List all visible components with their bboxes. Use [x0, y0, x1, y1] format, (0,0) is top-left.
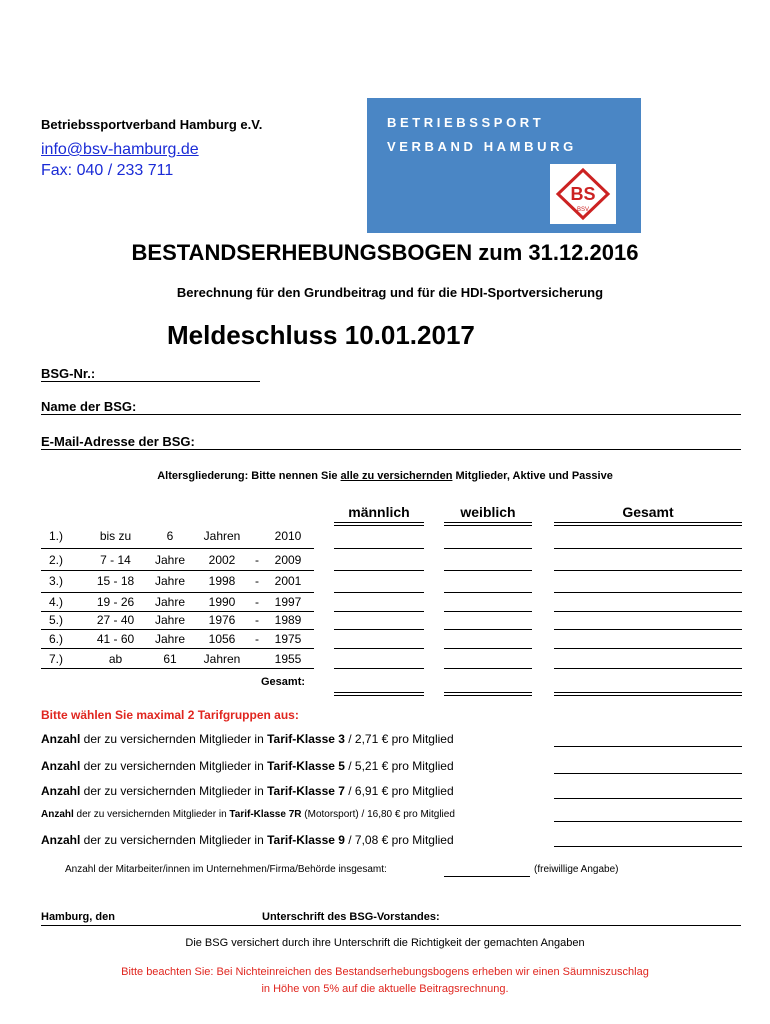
male-count-field[interactable] [334, 548, 424, 549]
tarif-count-label: Anzahl [41, 784, 81, 798]
form-title: BESTANDSERHEBUNGSBOGEN zum 31.12.2016 [131, 240, 639, 265]
male-count-field[interactable] [334, 629, 424, 630]
age-row-dash: - [255, 595, 259, 609]
age-intro-pre: Altersgliederung: Bitte nennen Sie [157, 470, 341, 482]
age-row-number: 5.) [49, 613, 64, 627]
logo-line-1: BETRIEBSSPORT [387, 115, 545, 130]
age-row-year-from: Jahren [203, 652, 241, 666]
bsg-name-label: Name der BSG: [41, 399, 137, 414]
tarif-count-field[interactable] [554, 746, 742, 747]
age-row-year-to: 1975 [274, 632, 302, 646]
female-count-field[interactable] [444, 611, 532, 612]
male-count-field[interactable] [334, 611, 424, 612]
age-row-unit: Jahre [154, 613, 186, 627]
female-count-field[interactable] [444, 548, 532, 549]
male-count-field[interactable] [334, 570, 424, 571]
age-row-dash: - [255, 553, 259, 567]
age-row-divider [41, 570, 314, 571]
notice-line-1: Bitte beachten Sie: Bei Nichteinreichen des Bestandserhebungsbogens erheben wir einen Säumniszuschlag [121, 966, 649, 978]
age-row-range: 15 - 18 [96, 574, 135, 588]
tarif-description: der zu versichernden Mitglieder in [80, 759, 268, 773]
age-row-year-from: 1976 [208, 613, 236, 627]
tarif-price: (Motorsport) / 16,80 € pro Mitglied [301, 809, 455, 820]
age-row-year-to: 1989 [274, 613, 302, 627]
total-count-field[interactable] [554, 668, 742, 669]
svg-text:BS: BS [570, 184, 596, 204]
total-count-field[interactable] [554, 592, 742, 593]
tarif-price: / 5,21 € pro Mitglied [344, 759, 454, 773]
tarif-description: der zu versichernden Mitglieder in [80, 833, 268, 847]
notice-line-2: in Höhe von 5% auf die aktuelle Beitragsrechnung. [261, 983, 509, 995]
age-row-divider [41, 629, 314, 630]
male-count-field[interactable] [334, 648, 424, 649]
age-row-range: 7 - 14 [100, 553, 131, 567]
male-total-field[interactable] [334, 692, 424, 696]
age-row-unit: Jahre [154, 574, 186, 588]
age-row-number: 2.) [49, 553, 64, 567]
tarif-count-field[interactable] [554, 846, 742, 847]
tarif-class: Tarif-Klasse 7 [267, 784, 345, 798]
age-row-year-to: 2009 [274, 553, 302, 567]
tarif-row [41, 732, 454, 746]
tarif-count-label: Anzahl [41, 732, 81, 746]
age-row-dash: - [255, 574, 259, 588]
bsg-email-label: E-Mail-Adresse der BSG: [41, 434, 195, 449]
badge-emblem-icon [550, 164, 616, 224]
male-count-field[interactable] [334, 592, 424, 593]
tarif-price: / 6,91 € pro Mitglied [344, 784, 454, 798]
deadline: Meldeschluss 10.01.2017 [167, 320, 475, 350]
organization-name: Betriebssportverband Hamburg e.V. [41, 117, 263, 132]
employees-note: (freiwillige Angabe) [534, 864, 619, 875]
tarif-price: / 2,71 € pro Mitglied [344, 732, 454, 746]
age-row-range: bis zu [99, 529, 132, 543]
email-link[interactable]: info@bsv-hamburg.de [41, 141, 199, 158]
age-intro-post: Mitglieder, Aktive und Passive [452, 470, 613, 482]
employees-label: Anzahl der Mitarbeiter/innen im Unternehmen/Firma/Behörde insgesamt: [65, 864, 387, 875]
tarif-row [41, 809, 455, 820]
tarif-count-label: Anzahl [41, 759, 81, 773]
tarif-class: Tarif-Klasse 3 [267, 732, 345, 746]
female-count-field[interactable] [444, 648, 532, 649]
header-rule-total [554, 522, 742, 526]
age-row-year-to: 2010 [274, 529, 302, 543]
female-count-field[interactable] [444, 592, 532, 593]
age-row-range: 41 - 60 [96, 632, 135, 646]
total-count-field[interactable] [554, 611, 742, 612]
age-row-divider [41, 592, 314, 593]
tarif-count-label: Anzahl [41, 833, 81, 847]
age-row-divider [41, 648, 314, 649]
age-row-unit: Jahre [154, 595, 186, 609]
total-label: Gesamt: [261, 676, 306, 688]
age-row-unit: 61 [163, 652, 177, 666]
employees-field[interactable] [444, 876, 530, 877]
age-row-range: ab [108, 652, 123, 666]
fax-number: Fax: 040 / 233 711 [41, 162, 174, 179]
age-row-dash: - [255, 613, 259, 627]
bsg-name-field[interactable] [41, 414, 741, 415]
tarif-row [41, 833, 454, 847]
female-count-field[interactable] [444, 668, 532, 669]
tarif-class: Tarif-Klasse 5 [267, 759, 345, 773]
grand-total-field[interactable] [554, 692, 742, 696]
logo-badge [550, 164, 616, 224]
age-row-year-from: 2002 [208, 553, 236, 567]
assurance-text: Die BSG versichert durch ihre Unterschrift die Richtigkeit der gemachten Angaben [185, 937, 585, 949]
form-subtitle: Berechnung für den Grundbeitrag und für die HDI-Sportversicherung [176, 285, 604, 300]
bsv-logo [367, 98, 641, 233]
female-count-field[interactable] [444, 629, 532, 630]
place-date-label: Hamburg, den [41, 911, 115, 923]
age-row-number: 1.) [49, 529, 64, 543]
svg-text:BSV: BSV [576, 207, 590, 213]
signature-label: Unterschrift des BSG-Vorstandes: [262, 911, 440, 923]
tarif-count-field[interactable] [554, 798, 742, 799]
age-row-year-to: 2001 [274, 574, 302, 588]
tarif-description: der zu versichernden Mitglieder in [80, 784, 268, 798]
age-row-divider [41, 548, 314, 549]
male-count-field[interactable] [334, 668, 424, 669]
tarif-row [41, 784, 454, 798]
age-intro [0, 470, 770, 482]
signature-line[interactable] [41, 925, 741, 926]
tarif-heading: Bitte wählen Sie maximal 2 Tarifgruppen aus: [41, 708, 299, 722]
total-count-field[interactable] [554, 548, 742, 549]
column-female: weiblich [460, 504, 516, 520]
header-rule-male [334, 522, 424, 526]
tarif-count-field[interactable] [554, 821, 742, 822]
age-row-dash: - [255, 632, 259, 646]
tarif-row [41, 759, 454, 773]
bsg-nr-label: BSG-Nr.: [41, 366, 96, 381]
age-row-unit: Jahre [154, 553, 186, 567]
tarif-class: Tarif-Klasse 7R [229, 809, 302, 820]
age-row-year-from: Jahren [203, 529, 241, 543]
age-row-number: 3.) [49, 574, 64, 588]
age-row-year-from: 1056 [208, 632, 236, 646]
bsg-email-field[interactable] [41, 449, 741, 450]
age-row-year-to: 1997 [274, 595, 302, 609]
age-row-range: 27 - 40 [96, 613, 135, 627]
header-rule-female [444, 522, 532, 526]
tarif-price: / 7,08 € pro Mitglied [344, 833, 454, 847]
age-intro-underlined: alle zu versichernden [340, 470, 453, 482]
age-row-year-to: 1955 [274, 652, 302, 666]
total-count-field[interactable] [554, 648, 742, 649]
age-row-number: 6.) [49, 632, 64, 646]
logo-line-2: VERBAND HAMBURG [387, 139, 577, 154]
female-total-field[interactable] [444, 692, 532, 696]
total-count-field[interactable] [554, 570, 742, 571]
age-row-range: 19 - 26 [96, 595, 135, 609]
age-row-year-from: 1990 [208, 595, 236, 609]
column-total: Gesamt [622, 504, 674, 520]
tarif-class: Tarif-Klasse 9 [267, 833, 345, 847]
age-row-unit: Jahre [154, 632, 186, 646]
tarif-count-label: Anzahl [41, 809, 74, 820]
column-male: männlich [348, 504, 410, 520]
tarif-description: der zu versichernden Mitglieder in [80, 732, 268, 746]
bsg-nr-field[interactable] [41, 381, 260, 382]
tarif-count-field[interactable] [554, 773, 742, 774]
age-row-divider [41, 668, 314, 669]
age-row-number: 4.) [49, 595, 64, 609]
age-row-year-from: 1998 [208, 574, 236, 588]
age-row-unit: 6 [166, 529, 174, 543]
tarif-description: der zu versichernden Mitglieder in [73, 809, 230, 820]
female-count-field[interactable] [444, 570, 532, 571]
total-count-field[interactable] [554, 629, 742, 630]
age-row-divider [41, 611, 314, 612]
age-row-number: 7.) [49, 652, 64, 666]
